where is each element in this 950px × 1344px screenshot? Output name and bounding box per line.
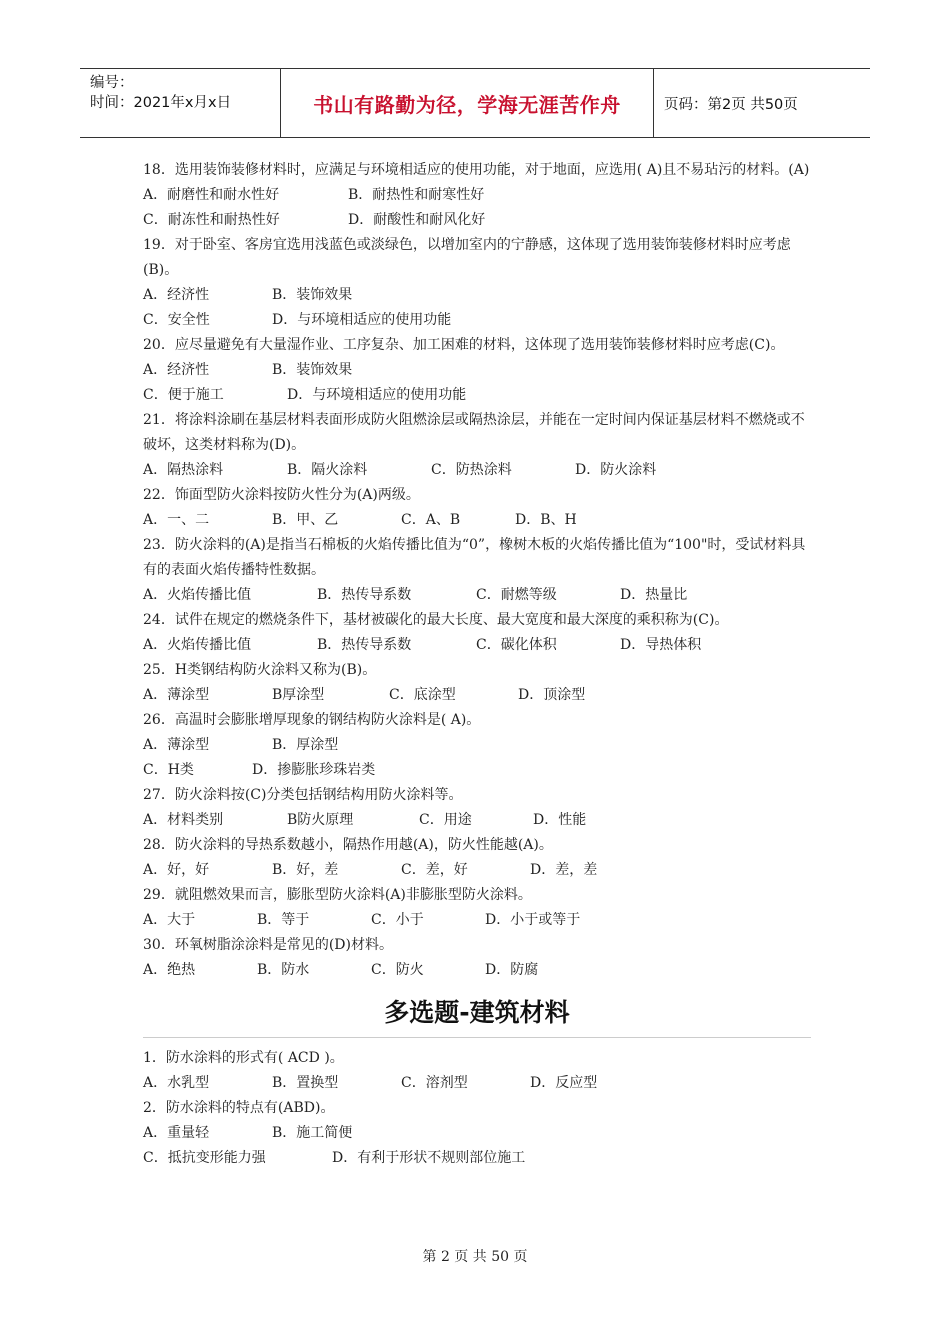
answer-option: D．耐酸性和耐风化好 [348,212,486,228]
answer-option: D．与环境相适应的使用功能 [272,312,452,328]
answer-option: B．隔火涂料 [287,462,368,478]
page-header [80,68,870,138]
question-text: 28．防火涂料的导热系数越小，隔热作用越(A)，防火性能越(A)。 [143,837,553,853]
number-label: 编号： [90,75,134,91]
question-text: 21．将涂料涂刷在基层材料表面形成防火阻燃涂层或隔热涂层，并能在一定时间内保证基层材料不燃烧或不破坏，这类材料称为(D)。 [143,412,805,453]
document-body [143,158,811,1171]
answer-option: A．水乳型 [143,1075,210,1091]
header-meta [80,69,280,137]
option-row [143,383,811,408]
answer-option: A．经济性 [143,362,210,378]
answer-option: B厚涂型 [272,687,325,703]
motto: 书山有路勤为径，学海无涯苦作舟 [313,92,621,117]
answer-option: C．碳化体积 [476,637,557,653]
option-row [143,733,811,758]
option-row [143,1071,811,1096]
option-row [143,908,811,933]
answer-option: A．隔热涂料 [143,462,224,478]
section-title: 多选题-建筑材料 [384,998,570,1027]
answer-option: A．大于 [143,912,196,928]
answer-option: C．用途 [419,812,472,828]
question-text: 19．对于卧室、客房宜选用浅蓝色或淡绿色，以增加室内的宁静感，这体现了选用装饰装修材料时应考虑(B)。 [143,237,791,278]
answer-option: C．安全性 [143,312,210,328]
answer-option: A．薄涂型 [143,687,210,703]
section-divider [143,1037,811,1038]
answer-option: B．好，差 [272,862,339,878]
answer-option: C．H类 [143,762,194,778]
question-text: 20．应尽量避免有大量湿作业、工序复杂、加工困难的材料，这体现了选用装饰装修材料时应考虑(C)。 [143,337,785,353]
page-info: 页码：第2页 共50页 [664,96,798,113]
answer-option: D．防火涂料 [575,462,657,478]
answer-option: B．装饰效果 [272,287,353,303]
answer-option: D．顶涂型 [518,687,586,703]
answer-option: D．差，差 [530,862,598,878]
option-row [143,1146,811,1171]
question-text: 1．防水涂料的形式有( ACD )。 [143,1050,344,1066]
footer-page-number: 第 2 页 共 50 页 [422,1249,528,1265]
answer-option: A．材料类别 [143,812,224,828]
answer-option: C．抵抗变形能力强 [143,1150,266,1166]
answer-option: D．有利于形状不规则部位施工 [332,1150,526,1166]
answer-option: D．B、H [515,512,577,528]
answer-option: A．薄涂型 [143,737,210,753]
answer-option: D．热量比 [620,587,688,603]
question-text: 30．环氧树脂涂涂料是常见的(D)材料。 [143,937,393,953]
question-text: 23．防火涂料的(A)是指当石棉板的火焰传播比值为“0”，橡树木板的火焰传播比值为“100"时，受试材料具有的表面火焰传播特性数据。 [143,537,806,578]
option-row [143,208,811,233]
option-row [143,808,811,833]
answer-option: C．底涂型 [389,687,456,703]
answer-option: B防火原理 [287,812,354,828]
answer-option: C．A、B [401,512,461,528]
option-row [143,358,811,383]
answer-option: B．置换型 [272,1075,339,1091]
time-label: 时间：2021年x月x日 [90,95,232,111]
option-row [143,308,811,333]
answer-option: B．厚涂型 [272,737,339,753]
answer-option: B．防水 [257,962,310,978]
option-row [143,858,811,883]
option-row [143,758,811,783]
answer-option: D．小于或等于 [485,912,581,928]
header-motto-cell [280,69,654,137]
option-row [143,1121,811,1146]
answer-option: A．经济性 [143,287,210,303]
question-text: 25．H类钢结构防火涂料又称为(B)。 [143,662,377,678]
answer-option: B．热传导系数 [317,587,412,603]
option-row [143,458,811,483]
answer-option: B．甲、乙 [272,512,339,528]
answer-option: A．重量轻 [143,1125,210,1141]
answer-option: C．防热涂料 [431,462,512,478]
question-text: 22．饰面型防火涂料按防火性分为(A)两级。 [143,487,420,503]
answer-option: D．掺膨胀珍珠岩类 [252,762,376,778]
answer-option: A．火焰传播比值 [143,637,252,653]
option-row [143,508,811,533]
answer-option: A．耐磨性和耐水性好 [143,187,280,203]
answer-option: C．防火 [371,962,424,978]
option-row [143,583,811,608]
answer-option: D．性能 [533,812,587,828]
option-row [143,183,811,208]
answer-option: D．防腐 [485,962,539,978]
answer-option: B．耐热性和耐寒性好 [348,187,485,203]
answer-option: B．装饰效果 [272,362,353,378]
question-text: 24．试件在规定的燃烧条件下，基材被碳化的最大长度、最大宽度和最大深度的乘积称为(C)。 [143,612,729,628]
answer-option: A．火焰传播比值 [143,587,252,603]
answer-option: B．施工简便 [272,1125,353,1141]
question-text: 29．就阻燃效果而言，膨胀型防火涂料(A)非膨胀型防火涂料。 [143,887,532,903]
question-text: 18．选用装饰装修材料时，应满足与环境相适应的使用功能，对于地面，应选用( A)且不易玷污的材料。(A) [143,162,810,178]
answer-option: C．差，好 [401,862,468,878]
answer-option: C．耐冻性和耐热性好 [143,212,280,228]
page-footer [0,1246,950,1266]
answer-option: B．热传导系数 [317,637,412,653]
answer-option: C．便于施工 [143,387,224,403]
option-row [143,283,811,308]
answer-option: B．等于 [257,912,310,928]
answer-option: A．好，好 [143,862,210,878]
answer-option: D．导热体积 [620,637,702,653]
answer-option: A．绝热 [143,962,196,978]
answer-option: C．耐燃等级 [476,587,557,603]
option-row [143,958,811,983]
header-page-info [654,69,870,137]
option-row [143,633,811,658]
question-text: 27．防火涂料按(C)分类包括钢结构用防火涂料等。 [143,787,463,803]
answer-option: C．小于 [371,912,424,928]
answer-option: D．与环境相适应的使用功能 [287,387,467,403]
answer-option: A．一、二 [143,512,210,528]
question-text: 2．防水涂料的特点有(ABD)。 [143,1100,335,1116]
answer-option: D．反应型 [530,1075,598,1091]
answer-option: C．溶剂型 [401,1075,468,1091]
question-text: 26．高温时会膨胀增厚现象的钢结构防火涂料是( A)。 [143,712,481,728]
option-row [143,683,811,708]
